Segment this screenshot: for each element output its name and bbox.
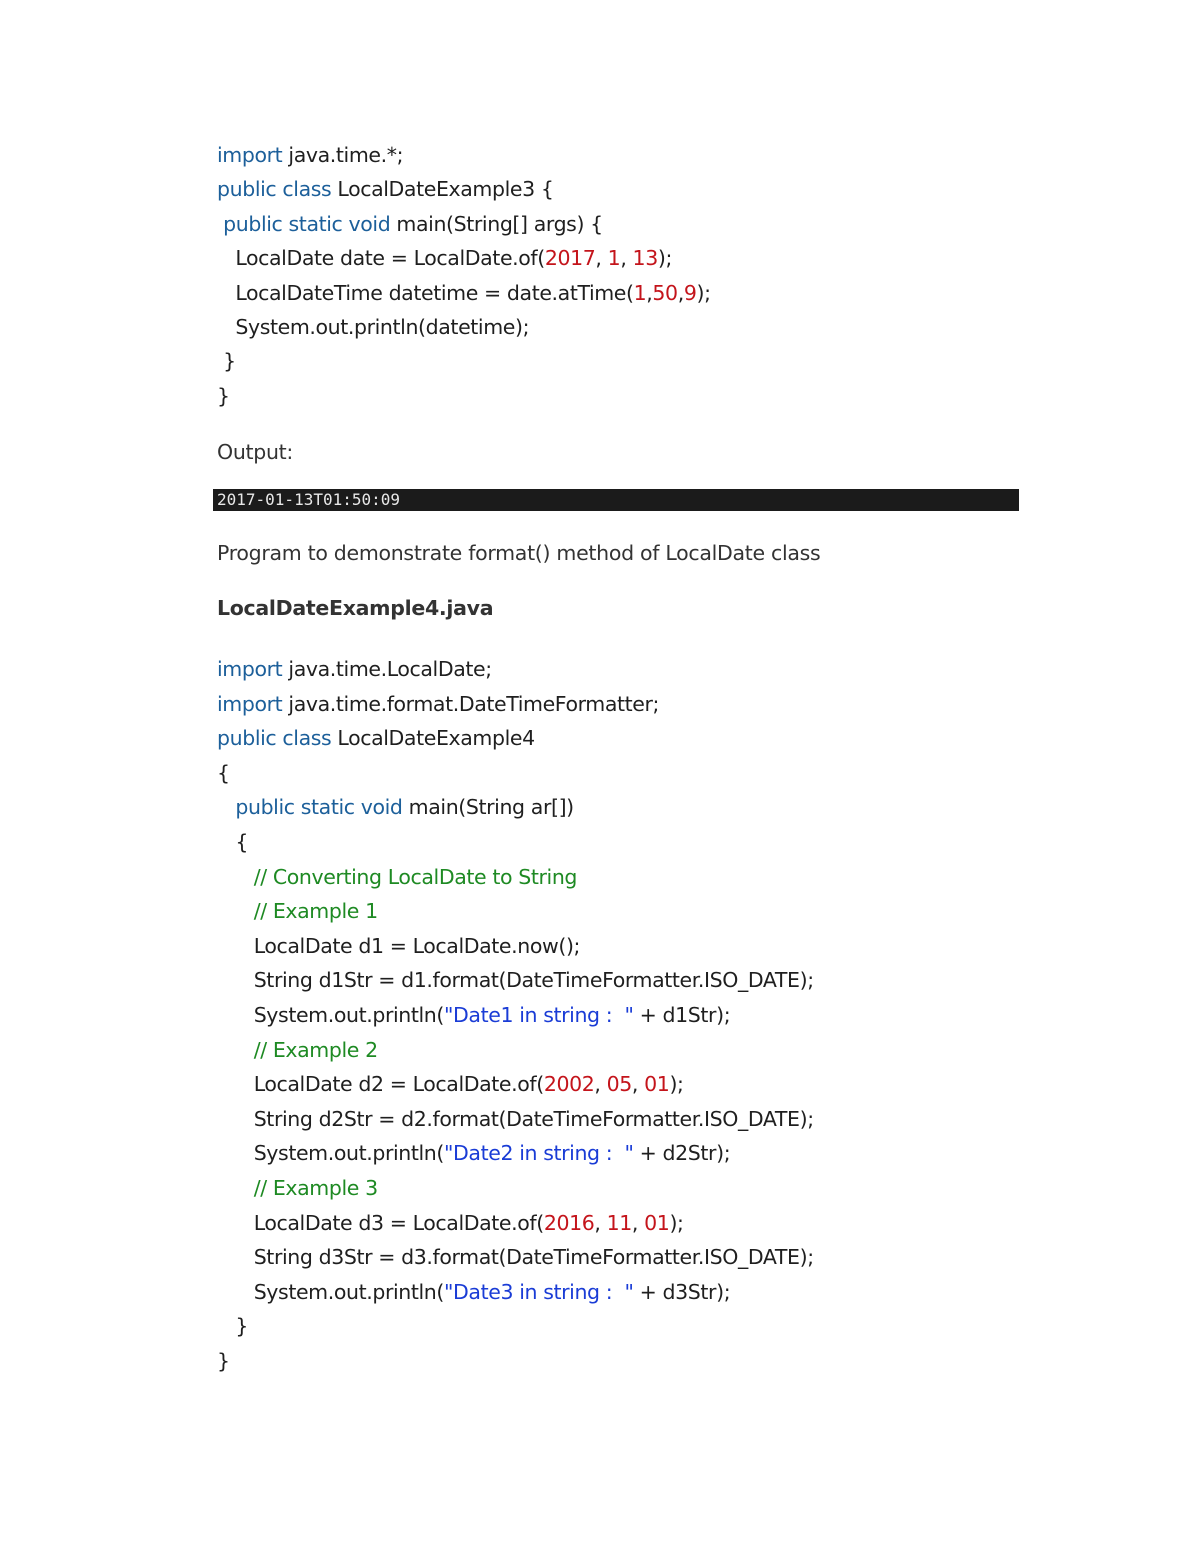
code-token-txt: String d1Str = d1.format(DateTimeFormatter.ISO_DATE);	[217, 968, 814, 993]
code-token-kw: public class	[217, 177, 332, 202]
code-token-txt: );	[669, 1072, 684, 1097]
code-token-txt: ,	[594, 1210, 607, 1235]
code-line	[217, 1244, 814, 1270]
code-line	[217, 1071, 684, 1097]
code-token-txt: main(String ar[])	[402, 795, 574, 820]
code-line	[217, 1210, 684, 1236]
code-line	[217, 142, 403, 168]
code-token-num: 9	[683, 280, 697, 305]
code-token-str: "Date1 in string : "	[444, 1003, 634, 1027]
console-output-text: 2017-01-13T01:50:09	[217, 490, 401, 509]
code-token-kw: import	[217, 143, 283, 167]
code-line	[217, 1279, 730, 1305]
code-token-txt: ,	[595, 246, 608, 271]
code-token-txt: String d2Str = d2.format(DateTimeFormatter.ISO_DATE);	[217, 1106, 814, 1131]
code-line	[217, 211, 603, 237]
code-token-str: "Date3 in string : "	[444, 1279, 634, 1304]
code-token-txt: );	[696, 280, 711, 305]
code-token-txt: + d1Str);	[633, 1003, 731, 1027]
file-name-heading: LocalDateExample4.java	[217, 596, 494, 620]
code-line	[217, 691, 659, 717]
code-token-txt: }	[217, 349, 236, 374]
code-line	[217, 245, 672, 271]
code-line	[217, 1175, 378, 1201]
code-token-str: "Date2 in string : "	[444, 1141, 634, 1166]
code-token-txt: System.out.println(	[217, 1003, 445, 1027]
code-token-num: 05	[606, 1072, 632, 1097]
code-token-txt: System.out.println(	[217, 1279, 445, 1304]
code-token-txt: + d3Str);	[633, 1279, 731, 1304]
code-line	[217, 760, 230, 786]
code-token-txt: {	[217, 760, 230, 785]
code-token-txt: LocalDate d1 = LocalDate.now();	[217, 933, 581, 958]
code-token-num: 01	[644, 1072, 670, 1097]
code-line	[217, 829, 248, 855]
code-token-num: 11	[606, 1210, 632, 1235]
code-token-txt: LocalDateExample3 {	[331, 177, 554, 202]
code-token-num: 13	[632, 246, 658, 271]
code-token-txt: LocalDate date = LocalDate.of(	[217, 246, 545, 271]
code-token-kw: import	[217, 657, 283, 681]
code-token-cmt: // Example 2	[253, 1037, 378, 1062]
output-label: Output:	[217, 440, 294, 464]
code-line	[217, 967, 814, 993]
code-line	[217, 1037, 378, 1063]
code-token-num: 2002	[543, 1072, 595, 1097]
code-token-num: 2017	[544, 246, 596, 271]
code-line	[217, 864, 577, 890]
code-token-txt: + d2Str);	[633, 1141, 731, 1166]
code-token-kw: public static void	[223, 211, 391, 236]
code-token-txt: }	[217, 383, 230, 408]
code-line	[217, 933, 580, 959]
code-token-txt: LocalDate d3 = LocalDate.of(	[217, 1210, 544, 1235]
code-token-txt: ,	[677, 280, 684, 305]
code-token-txt	[217, 795, 235, 819]
code-token-txt	[217, 865, 254, 889]
code-token-kw: public static void	[235, 795, 403, 820]
code-line	[217, 898, 378, 924]
code-token-txt: );	[657, 246, 672, 271]
code-token-txt: ,	[631, 1072, 645, 1097]
code-token-num: 2016	[543, 1210, 595, 1235]
code-line	[217, 1106, 814, 1132]
code-token-txt: ,	[631, 1210, 645, 1235]
code-line	[217, 725, 535, 751]
console-output-box	[213, 489, 1019, 511]
code-token-cmt: // Converting LocalDate to String	[253, 864, 578, 889]
code-token-txt: System.out.println(datetime);	[217, 315, 530, 339]
code-token-kw: public class	[217, 726, 332, 751]
code-token-num: 1	[607, 246, 621, 271]
code-line	[217, 176, 553, 202]
code-line	[217, 314, 529, 340]
code-token-txt: java.time.*;	[282, 143, 404, 167]
code-token-txt: }	[217, 1349, 230, 1373]
code-token-txt: LocalDateTime datetime = date.atTime(	[217, 280, 634, 305]
code-token-txt	[217, 1176, 254, 1200]
code-token-cmt: // Example 1	[253, 899, 378, 924]
code-token-txt: {	[217, 830, 248, 854]
code-token-txt: ,	[646, 280, 653, 305]
code-token-num: 50	[652, 280, 678, 305]
code-token-txt	[217, 1038, 254, 1062]
code-line	[217, 280, 711, 306]
code-line	[217, 1348, 230, 1374]
code-token-txt: }	[217, 1314, 248, 1339]
code-token-kw: import	[217, 691, 283, 716]
code-line	[217, 1313, 248, 1339]
code-token-txt: java.time.LocalDate;	[282, 657, 492, 681]
code-token-txt: String d3Str = d3.format(DateTimeFormatter.ISO_DATE);	[217, 1245, 814, 1270]
code-line	[217, 656, 492, 682]
code-line	[217, 1140, 730, 1166]
code-token-txt: LocalDate d2 = LocalDate.of(	[217, 1072, 544, 1097]
code-token-txt: main(String[] args) {	[390, 211, 603, 236]
code-token-num: 01	[644, 1210, 670, 1235]
code-line	[217, 383, 230, 409]
code-token-txt: );	[669, 1210, 684, 1235]
section-title: Program to demonstrate format() method of LocalDate class	[217, 541, 821, 565]
code-token-txt	[217, 899, 254, 923]
code-token-txt: System.out.println(	[217, 1141, 445, 1166]
code-token-txt: ,	[594, 1072, 607, 1097]
code-line	[217, 1002, 730, 1028]
code-token-txt: ,	[620, 246, 633, 271]
code-line	[217, 794, 574, 820]
code-token-num: 1	[633, 280, 647, 305]
code-token-cmt: // Example 3	[253, 1176, 378, 1200]
code-token-txt: java.time.format.DateTimeFormatter;	[282, 691, 660, 716]
code-line	[217, 348, 236, 374]
code-token-txt: LocalDateExample4	[331, 726, 535, 751]
